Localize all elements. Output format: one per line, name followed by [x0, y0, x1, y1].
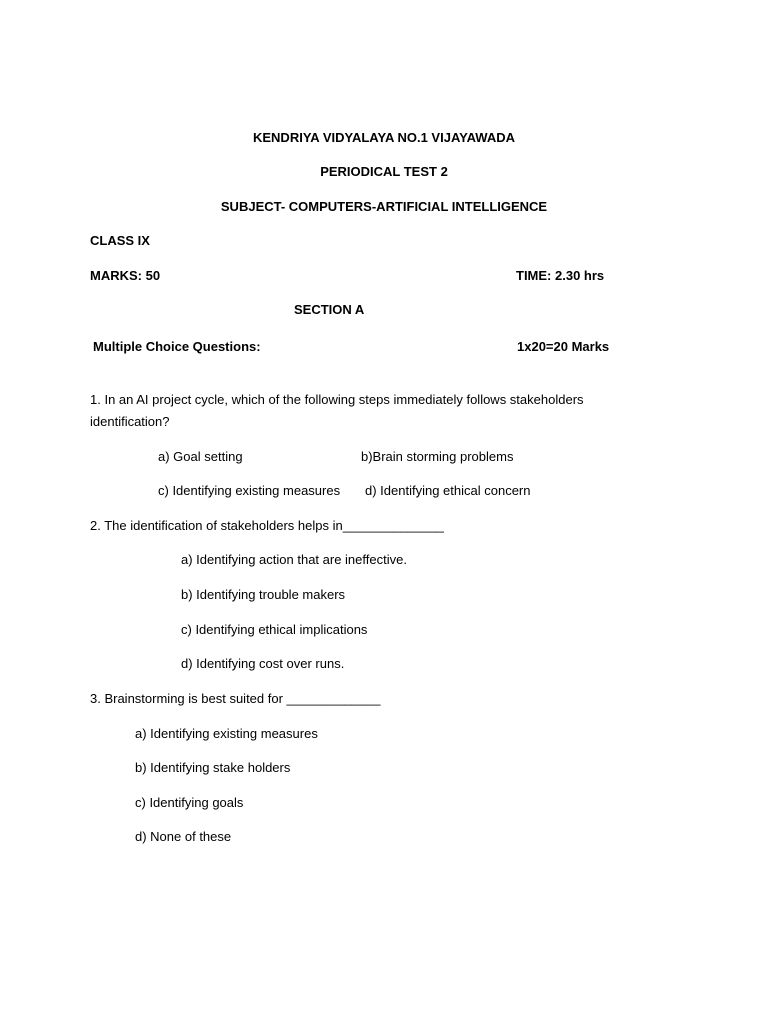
question-1-option-b: b)Brain storming problems [361, 449, 514, 464]
question-1-option-a: a) Goal setting [158, 449, 243, 464]
question-3-text: 3. Brainstorming is best suited for _____________ [90, 691, 381, 706]
question-2-option-d: d) Identifying cost over runs. [181, 656, 345, 671]
question-1-option-c: c) Identifying existing measures [158, 483, 341, 498]
question-1-text-cont: identification? [90, 414, 170, 429]
question-2-option-b: b) Identifying trouble makers [181, 587, 346, 602]
question-2-option-a: a) Identifying action that are ineffective. [181, 552, 407, 567]
mcq-marks: 1x20=20 Marks [517, 339, 610, 354]
section-heading: SECTION A [294, 302, 365, 317]
school-name: KENDRIYA VIDYALAYA NO.1 VIJAYAWADA [252, 130, 516, 145]
mcq-heading: Multiple Choice Questions: [93, 339, 261, 354]
question-2-text: 2. The identification of stakeholders helps in______________ [90, 518, 444, 533]
question-3-option-a: a) Identifying existing measures [135, 726, 318, 741]
marks-label: MARKS: 50 [90, 268, 161, 283]
subject-line: SUBJECT- COMPUTERS-ARTIFICIAL INTELLIGENCE [220, 199, 548, 214]
time-label: TIME: 2.30 hrs [516, 268, 605, 283]
question-3-option-b: b) Identifying stake holders [135, 760, 291, 775]
class-label: CLASS IX [90, 233, 150, 248]
question-3-option-c: c) Identifying goals [135, 795, 244, 810]
test-title: PERIODICAL TEST 2 [320, 164, 448, 179]
question-3-option-d: d) None of these [135, 829, 232, 844]
question-2-option-c: c) Identifying ethical implications [181, 622, 368, 637]
question-1-option-d: d) Identifying ethical concern [365, 483, 531, 498]
question-1-text: 1. In an AI project cycle, which of the following steps immediately follows stakeholders [90, 392, 584, 407]
